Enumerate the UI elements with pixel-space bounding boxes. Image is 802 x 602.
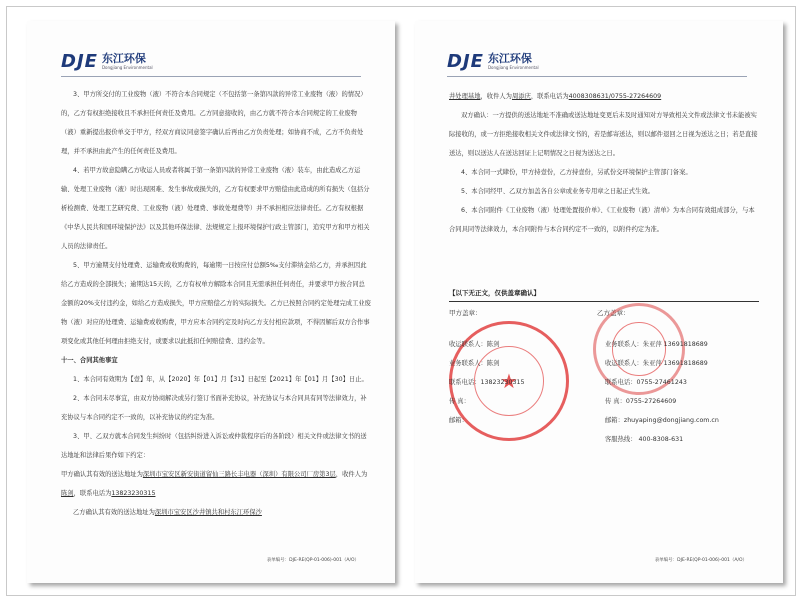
address-a: 甲方确认其有效的送达地址为深圳市宝安区新安街道留仙三路长丰电器（深圳）有限公司厂房第3层，收件人为陈剑，联系电话为13823230315 [61, 471, 368, 497]
clause-paragraph: 双方确认：一方提供的送达地址不准确或送达地址变更后未及时通知对方导致相关文件或法律文书未能被实际接收的，或一方拒绝接收相关文件或法律文书的，若是邮寄送达，则以邮件退回之日视为送达之日；若是直接送达，则以送达人在送达回证上记明情况之日视为送达之日。 [449, 112, 758, 157]
phone-b: 4008308631/0755-27264609 [568, 93, 662, 100]
clause-paragraph: 3、甲方所交付的工业废物（液）不符合本合同规定（不包括第一条第四款的异常工业废物（液）的情况）的，乙方有权拒绝接收且不承担任何责任及费用。乙方同意接收的，由乙方就不符合本合同规定的工业废物（液）重新提出报价单交于甲方，经双方商议同意签字确认后再由乙方负责处理；如协商不成，乙方不负责处理，并不承担由此产生的任何责任及费用。 [61, 91, 367, 155]
party-a-row: 收运联系人：陈剑 [449, 341, 500, 348]
section-title: 十一、合同其他事宜 [61, 357, 118, 364]
party-b-row: 收运联系人：朱亚萍 13691818689 [605, 360, 708, 367]
party-a-row: 联系电话：13823230315 [449, 379, 525, 386]
party-a-row: 传 真： [449, 398, 470, 405]
form-number: 表单编号：DJE-RE(QP-01-006)-001（A/O） [266, 558, 359, 563]
company-logo [61, 53, 153, 71]
logo-name: 东江环保 [101, 52, 146, 65]
form-number: 表单编号：DJE-RE(QP-01-006)-001（A/O） [654, 558, 747, 563]
address-b-value-end: 井处理基地 [449, 93, 481, 100]
party-b-row: 传 真：0755-27264609 [605, 398, 677, 405]
recipient-a: 陈剑 [61, 490, 74, 497]
address-b-value: 深圳市宝安区沙井镇共和村东江环保沙 [154, 509, 262, 516]
recipient-b: 周添庆 [511, 93, 531, 100]
stamp-notice: 【以下无正文，仅供盖章确认】 [449, 289, 540, 297]
party-b-row: 联系电话：0755-27461243 [605, 379, 687, 386]
party-b-contact-info [605, 335, 719, 449]
address-b-continued: 井处理基地，收件人为周添庆，联系电话为4008308631/0755-27264609 [449, 93, 662, 100]
party-a-seal-icon: ★ [449, 321, 569, 441]
clause-paragraph: 3、甲、乙双方就本合同发生纠纷时（包括纠纷进入诉讼或仲裁程序后的各阶段）相关文件或法律文书的送达地址和法律后果作如下约定： [61, 433, 367, 459]
logo-mark: DJE [447, 51, 484, 72]
document-frame [6, 6, 796, 596]
party-a-row: 邮箱： [449, 417, 468, 424]
party-b-row: 业务联系人：朱亚萍 13691818689 [605, 341, 708, 348]
clause-paragraph: 2、本合同未尽事宜，由双方协商解决或另行签订书面补充协议，补充协议与本合同具有同等法律效力，补充协议与本合同约定不一致的，以补充协议的约定为准。 [61, 395, 367, 421]
contract-page-left [27, 21, 395, 583]
right-page-body [449, 87, 759, 239]
clause-paragraph: 5、甲方逾期支付处理费、运输费或收购费的，每逾期一日按应付总额5‰支付滞纳金给乙方，并承担因此给乙方造成的全部损失；逾期达15天的，乙方有权单方解除本合同且无需承担任何责任，并要求甲方按合同总金额的20%支付违约金，如给乙方造成损失，甲方应赔偿乙方的实际损失。乙方已按照合同约定处理完成工业废物（液）对应的处理费、运输费或收购费，甲方应本合同约定及时向乙方支付相应款项，不得因解后双方合作事项变化或其他任何理由拒绝支付，或要求以此抵扣任何赔偿费、违约金等。 [61, 262, 371, 345]
contract-page-right [415, 21, 783, 583]
party-a-contact-info [449, 335, 525, 430]
left-page-body [61, 85, 371, 522]
logo-subtitle: Dongjiang Environmental [101, 65, 153, 70]
party-a-row: 业务联系人：陈剑 [449, 360, 500, 367]
company-logo [447, 53, 539, 71]
party-b-row: 邮箱：zhuyaping@dongjiang.com.cn [605, 417, 719, 424]
party-a-stamp-label: 甲方盖章： [449, 309, 482, 317]
phone-a: 13823230315 [111, 490, 156, 497]
header-divider [61, 76, 361, 77]
header-divider [447, 76, 747, 77]
logo-mark: DJE [61, 51, 98, 72]
logo-subtitle: Dongjiang Environmental [487, 65, 539, 70]
logo-name: 东江环保 [487, 52, 532, 65]
party-b-row: 客服热线： 400-8308-631 [605, 436, 684, 443]
clause-paragraph: 4、本合同一式肆份，甲方持壹份，乙方持壹份，另贰份交环境保护主管部门备案。 [461, 169, 692, 176]
clause-paragraph: 4、若甲方故意隐瞒乙方收运人员或者将属于第一条第四款的异常工业废物（液）装车，由此造成乙方运输、处理工业废物（液）时出现困难、发生事故或损失的，乙方有权要求甲方赔偿由此造成的所有损失（包括分析检测费、处理工艺研究费、工业废物（液）处理费、事故处理费等）并不承担相应法律责任。乙方有权根据《中华人民共和国环境保护法》以及其他环保法律、法规规定上报环境保护行政主管部门，追究甲方和甲方相关人员的法律责任。 [61, 167, 370, 250]
notice-divider [449, 301, 759, 302]
clause-paragraph: 1、本合同有效期为【壹】年，从【2020】年【01】月【31】日起至【2021】年【01】月【30】日止。 [73, 376, 368, 383]
clause-paragraph: 6、本合同附件《工业废物（液）处理处置报价单》、《工业废物（液）清单》为本合同有效组成部分，与本合同具同等法律效力，本合同附件与本合同约定不一致的，以附件约定为准。 [449, 207, 755, 233]
address-a-value: 深圳市宝安区新安街道留仙三路长丰电器（深圳）有限公司厂房第3层 [142, 471, 336, 478]
clause-paragraph: 5、本合同经甲、乙双方加盖各自公章或业务专用章之日起正式生效。 [461, 188, 654, 195]
address-b: 乙方确认其有效的送达地址为深圳市宝安区沙井镇共和村东江环保沙 [73, 509, 262, 516]
party-b-stamp-label: 乙方盖章： [597, 309, 630, 317]
